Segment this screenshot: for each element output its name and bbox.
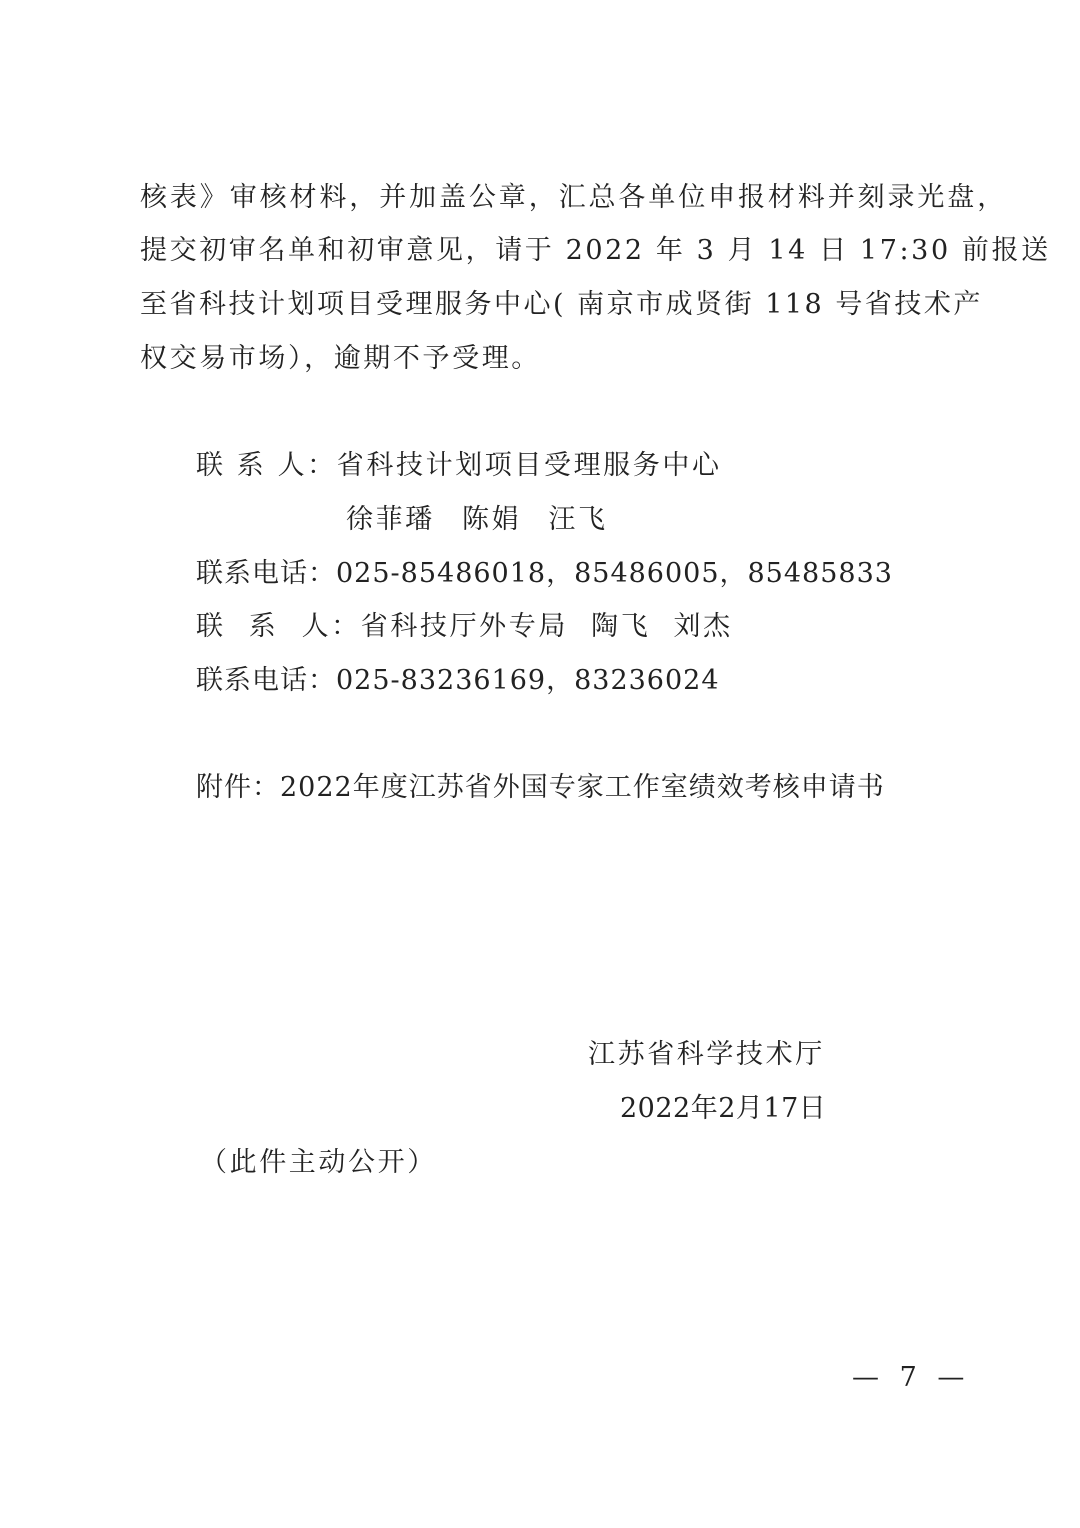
body-line-1: 核表》审核材料，并加盖公章，汇总各单位申报材料并刻录光盘， [140,182,1008,213]
page-number: — 7 — [852,1362,971,1393]
public-note: （此件主动公开） [200,1147,437,1178]
signature-org: 江苏省科学技术厅 [588,1039,825,1070]
body-line-2: 提交初审名单和初审意见，请于 2022 年 3 月 14 日 17:30 前报送 [140,235,1051,266]
attachment-line: 附件：2022年度江苏省外国专家工作室绩效考核申请书 [196,772,885,803]
contact-2: 联 系 人：省科技厅外专局 陶飞 刘杰 [196,611,733,642]
contact-1: 联 系 人：省科技计划项目受理服务中心 [196,450,722,481]
contact-2-phone: 联系电话：025-83236169，83236024 [196,665,720,696]
signature-date: 2022年2月17日 [620,1093,827,1124]
contact-1-names: 徐菲璠 陈娟 汪飞 [346,504,608,535]
contact-1-phone: 联系电话：025-85486018，85486005，85485833 [196,558,893,589]
body-line-4: 权交易市场），逾期不予受理。 [140,343,541,374]
body-line-3: 至省科技计划项目受理服务中心( 南京市成贤街 118 号省技术产 [140,289,983,320]
